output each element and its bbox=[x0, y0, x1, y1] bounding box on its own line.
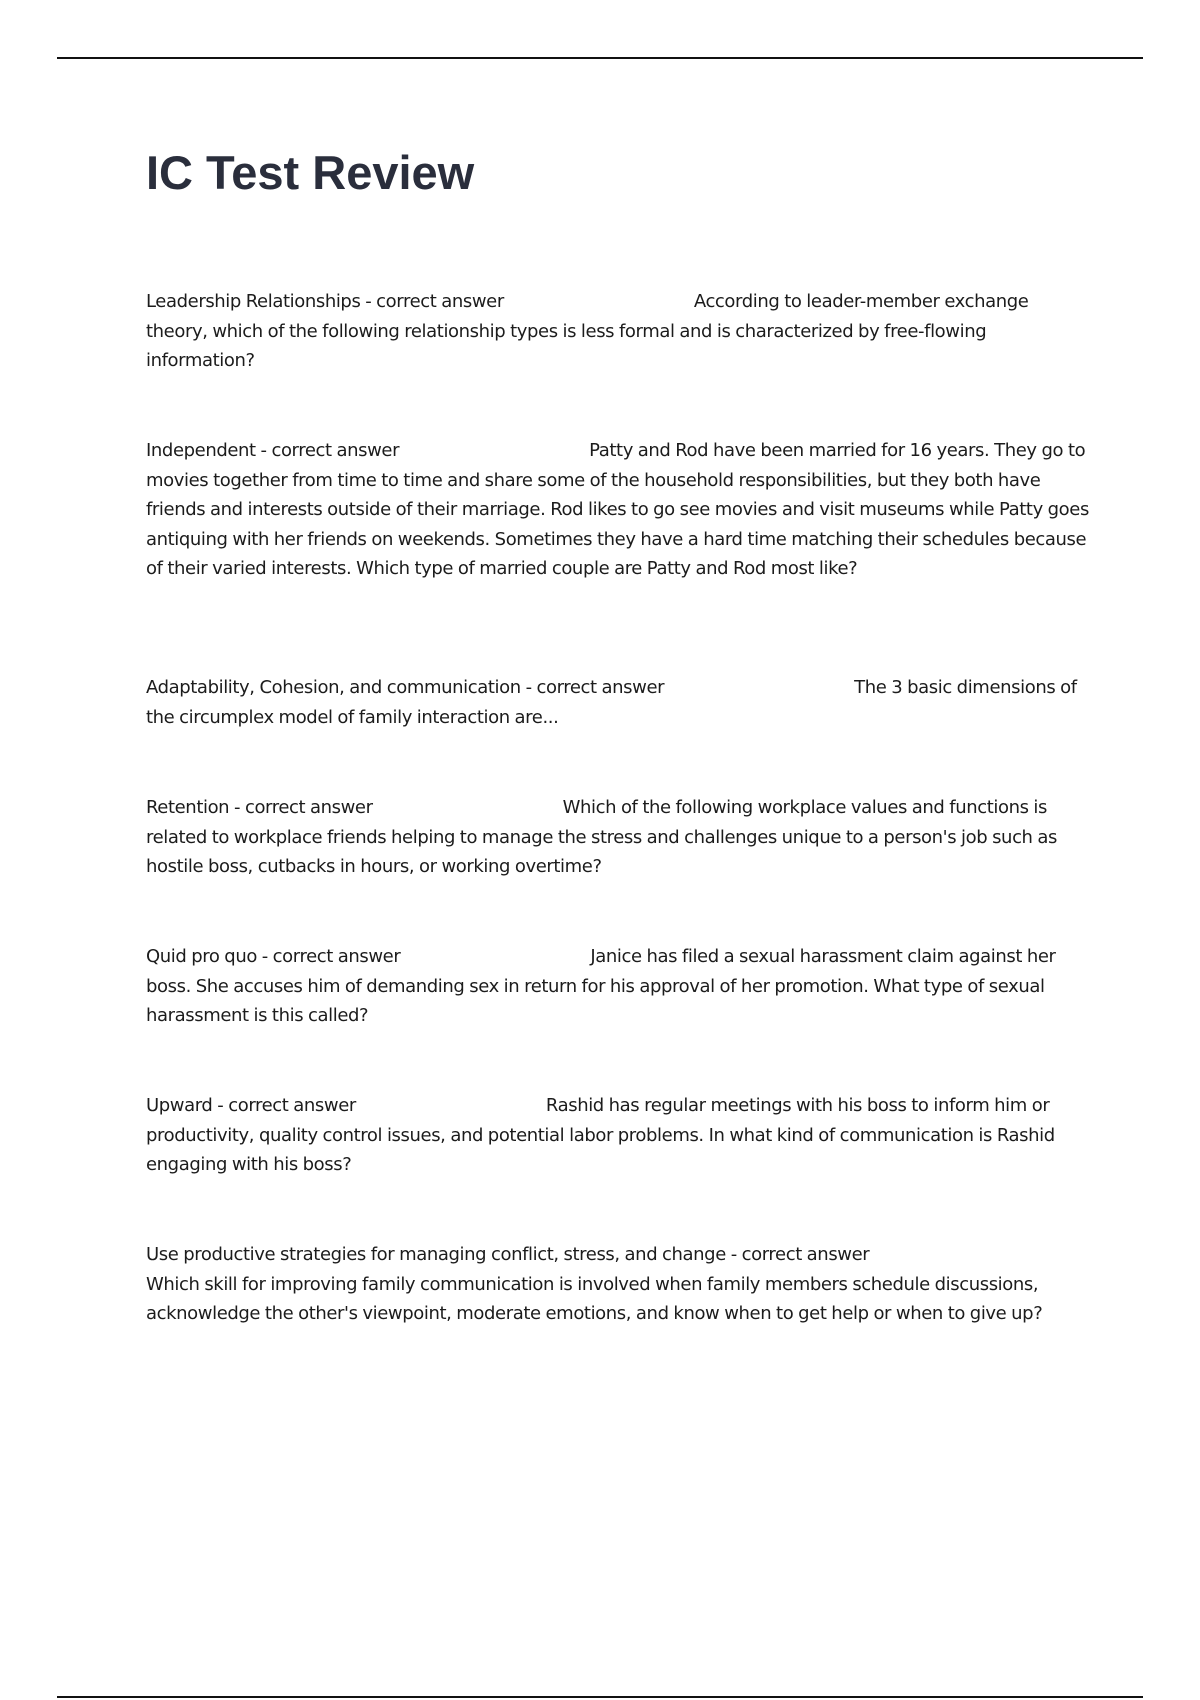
answer-suffix: - correct answer bbox=[256, 946, 401, 967]
qa-question: The 3 basic dimensions of the circumplex model of family interaction are... bbox=[146, 677, 1077, 728]
qa-item-3 bbox=[146, 673, 1090, 732]
answer-suffix: - correct answer bbox=[212, 1095, 356, 1116]
qa-answer: Retention bbox=[146, 797, 230, 818]
top-rule bbox=[57, 57, 1143, 59]
qa-answer: Quid pro quo bbox=[146, 946, 257, 967]
bottom-rule bbox=[57, 1696, 1143, 1698]
qa-question: Rashid has regular meetings with his boss to inform him or productivity, quality control issues, and potential labor problems. In what kind of communication is Rashid engaging with his boss? bbox=[146, 1095, 1055, 1175]
qa-question: Patty and Rod have been married for 16 years. They go to movies together from time to time and share some of the household responsibilities, but they both have friends and interests outside of their marriage. Rod likes to go see movies and visit museums while Patty goes antiquing with her friends on weekends. Sometimes they have a hard time matching their schedules because of their varied interests. Which type of married couple are Patty and Rod most like? bbox=[146, 440, 1089, 579]
answer-suffix: - correct answer bbox=[360, 291, 504, 312]
qa-question: Which of the following workplace values and functions is related to workplace friends helping to manage the stress and challenges unique to a person's job such as hostile boss, cutbacks in hours, or working overtime? bbox=[146, 797, 1057, 877]
qa-question: According to leader-member exchange theory, which of the following relationship types is less formal and is characterized by free-flowing information? bbox=[146, 291, 1029, 371]
answer-suffix: - correct answer bbox=[255, 440, 400, 461]
qa-item-1 bbox=[146, 287, 1090, 376]
qa-answer: Adaptability, Cohesion, and communication bbox=[146, 677, 521, 698]
qa-item-6 bbox=[146, 1091, 1090, 1180]
qa-question: Which skill for improving family communication is involved when family members schedule discussions, acknowledge the other's viewpoint, moderate emotions, and know when to get help or when to give up? bbox=[146, 1273, 1043, 1324]
qa-answer: Use productive strategies for managing conflict, stress, and change bbox=[146, 1244, 726, 1265]
qa-item-4 bbox=[146, 793, 1090, 882]
page-title: IC Test Review bbox=[146, 146, 475, 199]
answer-suffix: - correct answer bbox=[229, 797, 373, 818]
qa-answer: Leadership Relationships bbox=[146, 291, 361, 312]
answer-suffix: - correct answer bbox=[725, 1244, 870, 1265]
qa-item-2 bbox=[146, 436, 1090, 584]
qa-question: Janice has filed a sexual harassment claim against her boss. She accuses him of demanding sex in return for his approval of her promotion. What type of sexual harassment is this called? bbox=[146, 946, 1056, 1026]
qa-answer: Upward bbox=[146, 1095, 213, 1116]
answer-suffix: - correct answer bbox=[520, 677, 665, 698]
qa-answer: Independent bbox=[146, 440, 256, 461]
qa-item-5 bbox=[146, 942, 1090, 1031]
qa-item-7 bbox=[146, 1240, 1090, 1329]
